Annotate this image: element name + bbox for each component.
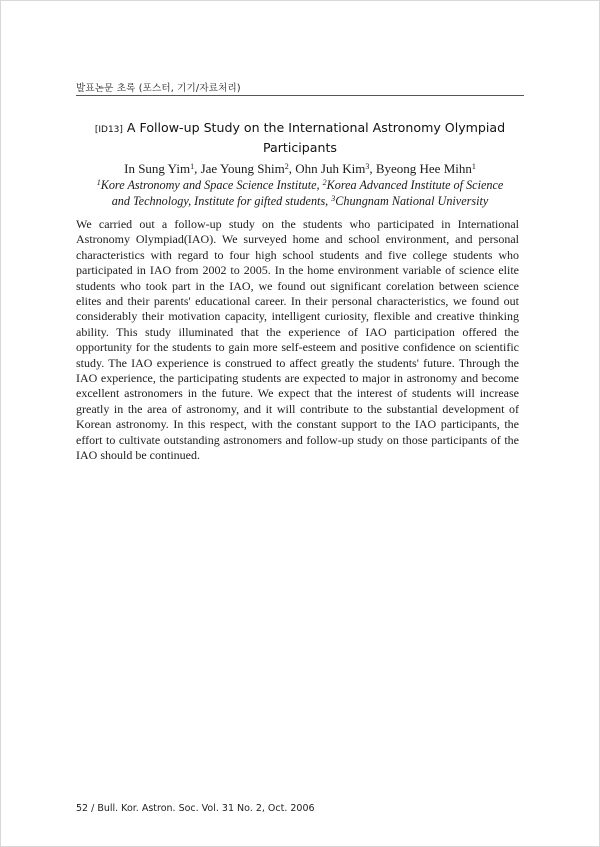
affiliation-mark: 2 [322,178,327,187]
author-affiliation-mark: 1 [190,162,195,171]
affiliation-text: Kore Astronomy and Space Science Institute, [100,178,323,192]
paper-id: [ID13] [94,125,123,135]
running-head: 발표논문 초록 (포스터, 기기/자료처리) [76,83,241,94]
author-name: In Sung Yim [124,161,191,176]
author-separator: , [194,161,201,176]
author-list [60,161,540,177]
abstract-body: We carried out a follow-up study on the students who participated in International Astronomy Olympiad(IAO). We surveyed home and school environment, and personal characteristics with regard to four high school students and five college students who participated in IAO from 2002 to 2005. In the home environment variable of science elite students who took part in the IAO, we found out significant corelation between science elites and their parents' educational career. In their personal characteristics, we found out considerably their motivation capacity, intelligent curiosity, flexible and creative thinking ability. This study illuminated that the experience of IAO participation offered the opportunity for the students to gain more self-esteem and positive confidence on scientific study. The IAO experience is construed to affect greatly the students' future. Through the IAO experience, the participating students are expected to major in astronomy and become excellent astronomers in the future. We expect that the interest of students will increase greatly in the area of astronomy, and it will contribute to the substantial development of Korean astronomy. In this respect, with the constant support to the IAO participants, the effort to cultivate outstanding astronomers and follow-up study on those participants of the IAO should be continued. [76,217,519,463]
header-rule [76,95,524,96]
author-name: Jae Young Shim [200,161,285,176]
paper-title [76,119,524,156]
affiliation-line-2 [60,193,540,209]
affiliation-text: Korea Advanced Institute of Science [326,178,504,192]
author-affiliation-mark: 3 [365,162,370,171]
author-separator: , [288,161,296,176]
author-name: Byeong Hee Mihn [375,161,472,176]
title-line-2: Participants [263,140,337,155]
title-line-1 [76,119,524,139]
affiliation-mark: 3 [331,194,336,203]
author-separator: , [369,161,376,176]
author-name: Ohn Juh Kim [295,161,366,176]
affiliations [60,177,540,209]
author-affiliation-mark: 1 [471,162,476,171]
author-affiliation-mark: 2 [284,162,289,171]
affiliation-text: Chungnam National University [335,194,489,208]
title-text-1: A Follow-up Study on the International Astronomy Olympiad [126,120,506,135]
affiliation-text: and Technology, Institute for gifted students, [111,194,332,208]
affiliation-mark: 1 [96,178,101,187]
affiliation-line-1 [60,177,540,193]
page-footer: 52 / Bull. Kor. Astron. Soc. Vol. 31 No. 2, Oct. 2006 [76,803,315,814]
